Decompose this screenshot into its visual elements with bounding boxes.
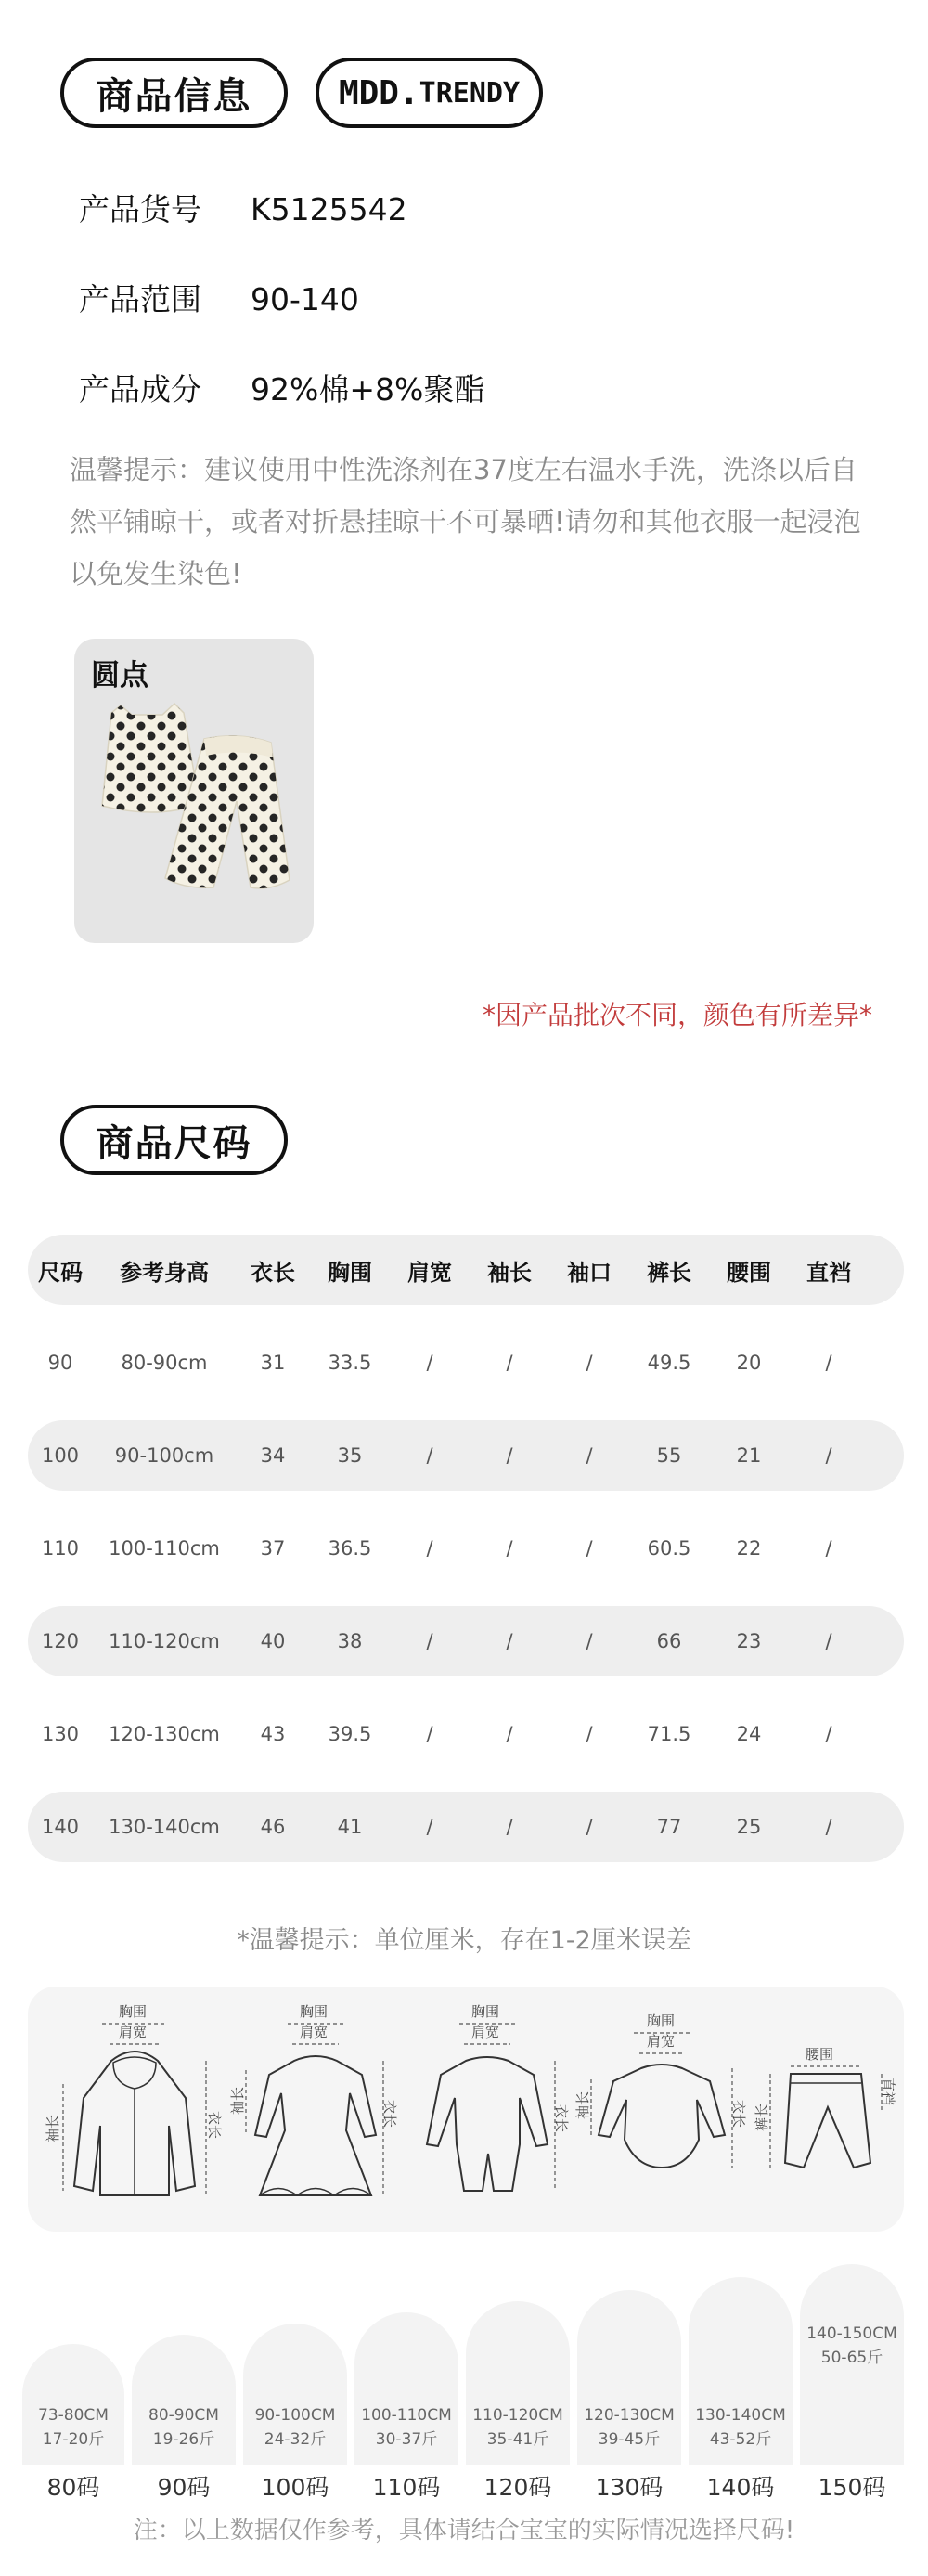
- table-cell: 21: [736, 1444, 762, 1467]
- bubble-height: 100-110CM: [361, 2406, 452, 2425]
- info-row-range: [79, 276, 359, 319]
- info-label: 产品货号: [79, 191, 201, 227]
- color-swatch-card[interactable]: [74, 639, 314, 943]
- table-cell: 90: [47, 1352, 73, 1374]
- diagram-label-chest: 胸围: [647, 2013, 676, 2029]
- diagram-label-sleeve: 袖长: [45, 2114, 61, 2142]
- table-cell: 23: [736, 1630, 762, 1652]
- section-title-size: 商品尺码: [60, 1105, 288, 1175]
- dress-diagram: [229, 1996, 398, 2228]
- care-tip: 温馨提示：建议使用中性洗涤剂在37度左右温水手洗，洗涤以后自然平铺晾干，或者对折悬挂晾干不可暴晒!请勿和其他衣服一起浸泡以免发生染色!: [70, 454, 861, 589]
- size-code: 90码: [157, 2474, 211, 2501]
- table-cell: 31: [260, 1352, 286, 1374]
- bubble-height: 110-120CM: [472, 2406, 563, 2425]
- table-cell: /: [426, 1352, 433, 1374]
- brand-left: MDD.: [338, 73, 419, 112]
- color-difference-note: *因产品批次不同，颜色有所差异*: [482, 1000, 872, 1030]
- table-cell: 43: [260, 1723, 286, 1745]
- table-cell: 38: [337, 1630, 363, 1652]
- table-cell: 55: [656, 1444, 682, 1467]
- diagram-label-sleeve: 袖长: [574, 2091, 591, 2119]
- header-cell: 袖长: [487, 1259, 532, 1286]
- table-cell: 120: [41, 1630, 80, 1652]
- table-row: [28, 1513, 904, 1584]
- table-cell: /: [586, 1444, 593, 1467]
- diagram-label-sleeve: 袖长: [229, 2086, 246, 2115]
- table-cell: /: [506, 1537, 513, 1560]
- table-cell: /: [426, 1630, 433, 1652]
- diagram-label-length: 衣长: [381, 2100, 398, 2129]
- header-cell: 参考身高: [120, 1259, 209, 1286]
- header-cell: 肩宽: [407, 1259, 452, 1286]
- header-cell: 胸围: [328, 1259, 372, 1286]
- table-cell: 22: [736, 1537, 762, 1560]
- table-cell: 37: [260, 1537, 286, 1560]
- bubble-height: 73-80CM: [38, 2406, 109, 2425]
- info-label: 产品范围: [79, 281, 201, 317]
- size-bubble[interactable]: [466, 2301, 570, 2465]
- table-cell: /: [586, 1723, 593, 1745]
- table-cell: /: [586, 1816, 593, 1838]
- bubble-weight: 43-52斤: [709, 2430, 772, 2449]
- table-cell: /: [825, 1444, 832, 1467]
- table-cell: /: [825, 1352, 832, 1374]
- bubble-height: 90-100CM: [254, 2406, 336, 2425]
- bodysuit-diagram: [574, 1996, 747, 2228]
- table-cell: /: [586, 1352, 593, 1374]
- table-cell: /: [426, 1723, 433, 1745]
- table-cell: 25: [736, 1816, 762, 1838]
- table-cell: /: [426, 1537, 433, 1560]
- table-cell: /: [506, 1444, 513, 1467]
- size-code: 110码: [372, 2474, 441, 2501]
- table-cell: 41: [337, 1816, 363, 1838]
- table-cell: 39.5: [328, 1723, 372, 1745]
- info-value: 92%棉+8%聚酯: [251, 371, 485, 408]
- size-bubble[interactable]: [577, 2290, 681, 2465]
- bubble-weight: 39-45斤: [598, 2430, 661, 2449]
- measurement-diagram-panel: [28, 1987, 904, 2232]
- jacket-diagram: [46, 1996, 223, 2228]
- diagram-label-waist: 腰围: [806, 2046, 834, 2063]
- table-cell: 77: [656, 1816, 682, 1838]
- diagram-label-chest: 胸围: [471, 2003, 500, 2020]
- bubble-height: 130-140CM: [695, 2406, 786, 2425]
- pants-diagram: [752, 1996, 900, 2228]
- unit-tip: *温馨提示：单位厘米，存在1-2厘米误差: [237, 1926, 691, 1955]
- size-bubble[interactable]: [689, 2277, 793, 2465]
- swatch-label: 圆点: [91, 659, 148, 693]
- table-cell: 110: [41, 1537, 80, 1560]
- size-code: 100码: [261, 2474, 329, 2501]
- table-cell: /: [426, 1816, 433, 1838]
- table-cell: 24: [736, 1723, 762, 1745]
- table-cell: 49.5: [647, 1352, 691, 1374]
- table-row: [28, 1606, 904, 1676]
- diagram-label-shoulder: 肩宽: [119, 2024, 148, 2040]
- header-cell: 腰围: [727, 1259, 771, 1286]
- header-cell: 直裆: [806, 1259, 851, 1286]
- diagram-label-length: 衣长: [730, 2100, 747, 2129]
- diagram-label-length: 衣长: [206, 2111, 223, 2140]
- table-cell: /: [586, 1630, 593, 1652]
- brand-right: TRENDY: [419, 76, 521, 110]
- size-bubble[interactable]: [243, 2324, 347, 2465]
- bubble-weight: 19-26斤: [152, 2430, 215, 2449]
- table-cell: /: [426, 1444, 433, 1467]
- table-row: [28, 1327, 904, 1398]
- bubble-weight: 30-37斤: [375, 2430, 438, 2449]
- table-cell: /: [825, 1630, 832, 1652]
- size-bubble[interactable]: [132, 2335, 236, 2465]
- table-cell: 36.5: [328, 1537, 372, 1560]
- table-cell: 140: [41, 1816, 80, 1838]
- diagram-label-shoulder: 肩宽: [647, 2033, 676, 2050]
- table-cell: 130-140cm: [109, 1816, 220, 1838]
- size-code: 150码: [818, 2474, 886, 2501]
- size-bubble[interactable]: [800, 2264, 904, 2465]
- table-cell: 60.5: [647, 1537, 691, 1560]
- diagram-label-length: 衣长: [553, 2104, 570, 2133]
- table-cell: /: [506, 1352, 513, 1374]
- table-cell: 71.5: [647, 1723, 691, 1745]
- table-cell: 100: [41, 1444, 80, 1467]
- bubble-weight: 50-65斤: [820, 2349, 883, 2367]
- table-cell: 66: [656, 1630, 682, 1652]
- header-cell: 衣长: [251, 1259, 295, 1286]
- bubble-weight: 35-41斤: [486, 2430, 549, 2449]
- info-value: K5125542: [251, 191, 407, 227]
- size-code: 120码: [483, 2474, 552, 2501]
- table-cell: /: [586, 1537, 593, 1560]
- info-row-material: [79, 366, 484, 409]
- section-title-info: 商品信息: [60, 58, 288, 128]
- romper-diagram: [408, 1996, 570, 2228]
- table-cell: /: [506, 1816, 513, 1838]
- bubble-weight: 24-32斤: [264, 2430, 327, 2449]
- table-cell: /: [825, 1723, 832, 1745]
- table-header: [28, 1235, 904, 1305]
- diagram-label-shoulder: 肩宽: [300, 2024, 329, 2040]
- diagram-label-shoulder: 肩宽: [471, 2024, 500, 2040]
- size-code: 130码: [595, 2474, 664, 2501]
- header-cell: 袖口: [567, 1259, 612, 1286]
- diagram-label-chest: 胸围: [119, 2003, 148, 2020]
- table-row: [28, 1699, 904, 1769]
- size-bubble[interactable]: [22, 2344, 124, 2465]
- brand-logo: [316, 58, 543, 128]
- table-cell: 34: [260, 1444, 286, 1467]
- polka-dot-outfit-image: [74, 639, 314, 943]
- size-bubble[interactable]: [354, 2312, 458, 2465]
- table-cell: 120-130cm: [109, 1723, 220, 1745]
- table-cell: 40: [260, 1630, 286, 1652]
- footer-note: 注：以上数据仅作参考，具体请结合宝宝的实际情况选择尺码!: [133, 2517, 795, 2544]
- info-row-sku: [79, 186, 407, 229]
- table-cell: 33.5: [328, 1352, 372, 1374]
- size-code: 140码: [706, 2474, 775, 2501]
- bubble-height: 80-90CM: [148, 2406, 219, 2425]
- bubble-height: 120-130CM: [584, 2406, 675, 2425]
- size-code: 80码: [46, 2474, 100, 2501]
- diagram-label-pants-length: 裤长: [754, 2103, 770, 2131]
- bubble-height: 140-150CM: [806, 2324, 897, 2343]
- table-cell: 130: [41, 1723, 80, 1745]
- table-cell: /: [506, 1723, 513, 1745]
- table-row: [28, 1420, 904, 1491]
- diagram-label-chest: 胸围: [300, 2003, 329, 2020]
- table-row: [28, 1792, 904, 1862]
- table-cell: /: [825, 1816, 832, 1838]
- table-cell: 35: [337, 1444, 363, 1467]
- size-table: [28, 1235, 904, 1862]
- bubble-weight: 17-20斤: [42, 2430, 105, 2449]
- diagram-label-rise: 直裆: [880, 2078, 896, 2106]
- table-cell: 46: [260, 1816, 286, 1838]
- table-cell: 80-90cm: [121, 1352, 208, 1374]
- header-cell: 尺码: [38, 1259, 83, 1286]
- table-cell: 20: [736, 1352, 762, 1374]
- table-cell: /: [825, 1537, 832, 1560]
- table-cell: 90-100cm: [114, 1444, 214, 1467]
- table-cell: 110-120cm: [109, 1630, 220, 1652]
- info-value: 90-140: [251, 281, 359, 317]
- table-cell: 100-110cm: [109, 1537, 220, 1560]
- info-label: 产品成分: [79, 371, 201, 408]
- header-cell: 裤长: [647, 1259, 691, 1286]
- table-cell: /: [506, 1630, 513, 1652]
